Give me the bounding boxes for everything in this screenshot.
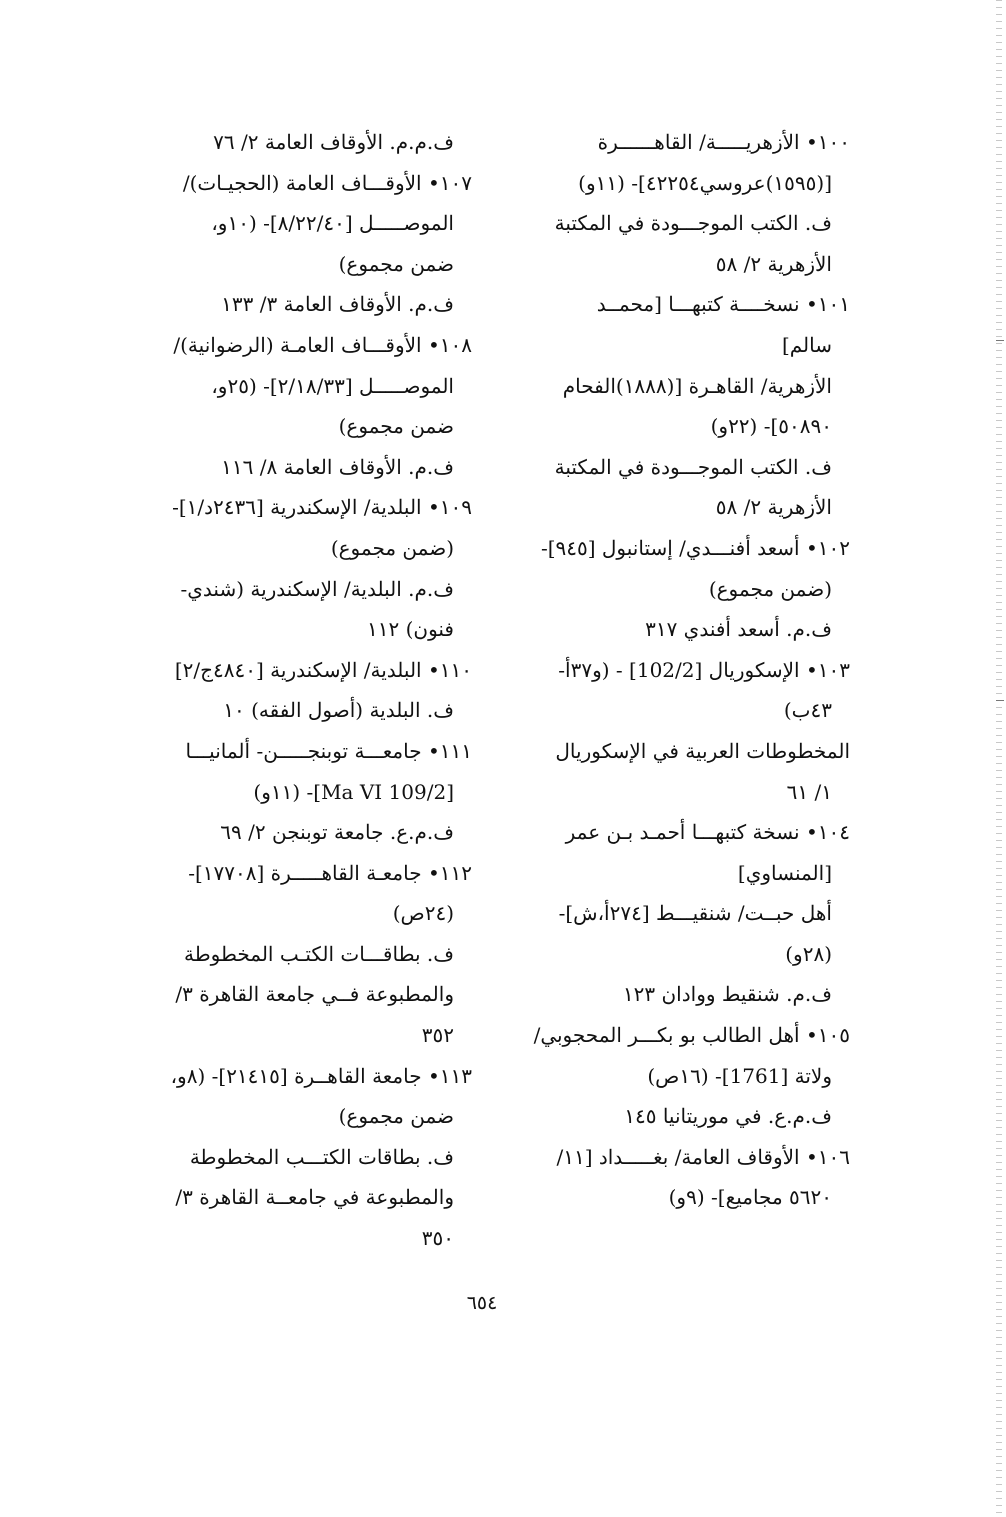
left-column-line: ٣٥٢	[421, 1023, 454, 1048]
right-column-line: ١٠٥• أهل الطالب بو بكـــر المحجوبي/	[533, 1023, 850, 1048]
right-column-line: ١٠٤• نسخة كتبهـــا أحمـد بـن عمر	[565, 820, 850, 845]
right-column-line: ف.م. أسعد أفندي ٣١٧	[645, 617, 832, 642]
left-column-line: ١٠٨• الأوقـــاف العامـة (الرضوانية)/	[173, 332, 472, 357]
right-column-line: ف.م.ع. في موريتانيا ١٤٥	[624, 1104, 832, 1129]
right-column-line: سالم]	[781, 332, 832, 357]
left-column-line: فنون) ١١٢	[366, 617, 454, 642]
right-column-line: ف. الكتب الموجـــودة في المكتبة	[554, 211, 832, 236]
left-column-line: ١١١• جامعـــة توبنجـــــن- ألمانيـــا	[185, 738, 472, 763]
right-column-line: المخطوطات العربية في الإسكوريال	[555, 738, 850, 763]
right-column-line: ٤٣ب)	[783, 698, 832, 723]
left-column-line: ف. البلدية (أصول الفقه) ١٠	[223, 698, 454, 723]
right-column-line: ١٠٦• الأوقاف العامة/ بغـــــداد [١١/	[556, 1144, 850, 1169]
scan-margin-tick	[996, 700, 1004, 701]
right-column	[498, 122, 850, 1218]
left-column-line: ضمن مجموع)	[338, 414, 454, 439]
page-number: ٦٥٤	[466, 1292, 498, 1314]
left-column-line: ١١٢• جامعـة القاهـــــرة [١٧٧٠٨]-	[188, 860, 472, 885]
left-column-line: ف.م.ع. جامعة توبنجن ٢/ ٦٩	[220, 820, 454, 845]
right-column-line: ١٠١• نسخــــة كتبهـــا [محمــد	[596, 292, 850, 317]
right-column-line: [(١٥٩٥)عروسي٤٢٢٥٤]- (١١و)	[578, 170, 832, 195]
right-column-line: (ضمن مجموع)	[708, 576, 832, 601]
right-column-line: ١٠٢• أسعد أفنـــدي/ إستانبول [٩٤٥]-	[540, 535, 850, 560]
left-column-line: ف.م. البلدية/ الإسكندرية (شندي-	[180, 576, 454, 601]
left-column-line: والمطبوعة فــي جامعة القاهرة ٣/	[175, 982, 454, 1007]
left-column-line: ف.م. الأوقاف العامة ٣/ ١٣٣	[221, 292, 454, 317]
right-column-line: ٥٦٢٠ مجاميع]- (٩و)	[668, 1185, 832, 1210]
left-column-line: ف. بطاقـــات الكتـب المخطوطة	[183, 941, 454, 966]
left-column-line: ٣٥٠	[421, 1226, 454, 1251]
right-column-line: (٢٨و)	[785, 941, 832, 966]
left-column-line: الموصـــــل [٢/١٨/٣٣]- (٢٥و،	[211, 373, 454, 398]
left-column-line: ١٠٧• الأوقـــاف العامة (الحجيـات)/	[182, 170, 472, 195]
right-column-line: الأزهرية ٢/ ٥٨	[715, 495, 832, 520]
right-column-line: ولاتة [1761]- (١٦ص)	[647, 1063, 832, 1088]
left-column-line: ١١٠• البلدية/ الإسكندرية [٤٨٤٠ج/٢]	[174, 657, 472, 682]
left-column	[116, 122, 472, 1259]
left-column-line: ضمن مجموع)	[338, 251, 454, 276]
left-column-line: الموصـــــل [٨/٢٢/٤٠]- (١٠و،	[211, 211, 454, 236]
right-column-line: الأزهرية ٢/ ٥٨	[715, 251, 832, 276]
left-column-line: (٢٤ص)	[392, 901, 454, 926]
left-column-line: والمطبوعة في جامعــة القاهرة ٣/	[175, 1185, 454, 1210]
left-column-line: ف. بطاقات الكتـــب المخطوطة	[189, 1144, 454, 1169]
right-column-line: ف. الكتب الموجـــودة في المكتبة	[554, 454, 832, 479]
right-column-line: ٥٠٨٩٠]- (٢٢و)	[710, 414, 832, 439]
right-column-line: أهل حبــت/ شنقيـــط [٢٧٤أ،ش]-	[558, 901, 832, 926]
left-column-line: ١١٣• جامعة القاهــرة [٢١٤١٥]- (٨و،	[170, 1063, 472, 1088]
right-column-line: ف.م. شنقيط ووادان ١٢٣	[622, 982, 832, 1007]
right-column-line: الأزهرية/ القاهـرة [(١٨٨٨)الفحام	[562, 373, 832, 398]
left-column-line: ضمن مجموع)	[338, 1104, 454, 1129]
right-column-line: ١/ ٦١	[786, 779, 832, 804]
right-column-line: ١٠٠• الأزهريـــــة/ القاهــــــرة	[597, 130, 850, 154]
scan-margin-tick	[996, 340, 1004, 341]
left-column-line: ١٠٩• البلدية/ الإسكندرية [٢٤٣٦د/١]-	[172, 495, 472, 520]
left-column-line: (ضمن مجموع)	[330, 535, 454, 560]
left-column-line: [Ma VI 109/2]- (١١و)	[253, 779, 454, 804]
right-column-line: [المنساوي]	[737, 860, 832, 885]
right-column-line: ١٠٣• الإسكوريال [102/2] - (و٣٧أ-	[558, 657, 850, 682]
left-column-line: ف.م. الأوقاف العامة ٨/ ١١٦	[221, 454, 454, 479]
left-column-line: ف.م.م. الأوقاف العامة ٢/ ٧٦	[213, 130, 454, 154]
scan-margin-dots	[996, 0, 1002, 1517]
